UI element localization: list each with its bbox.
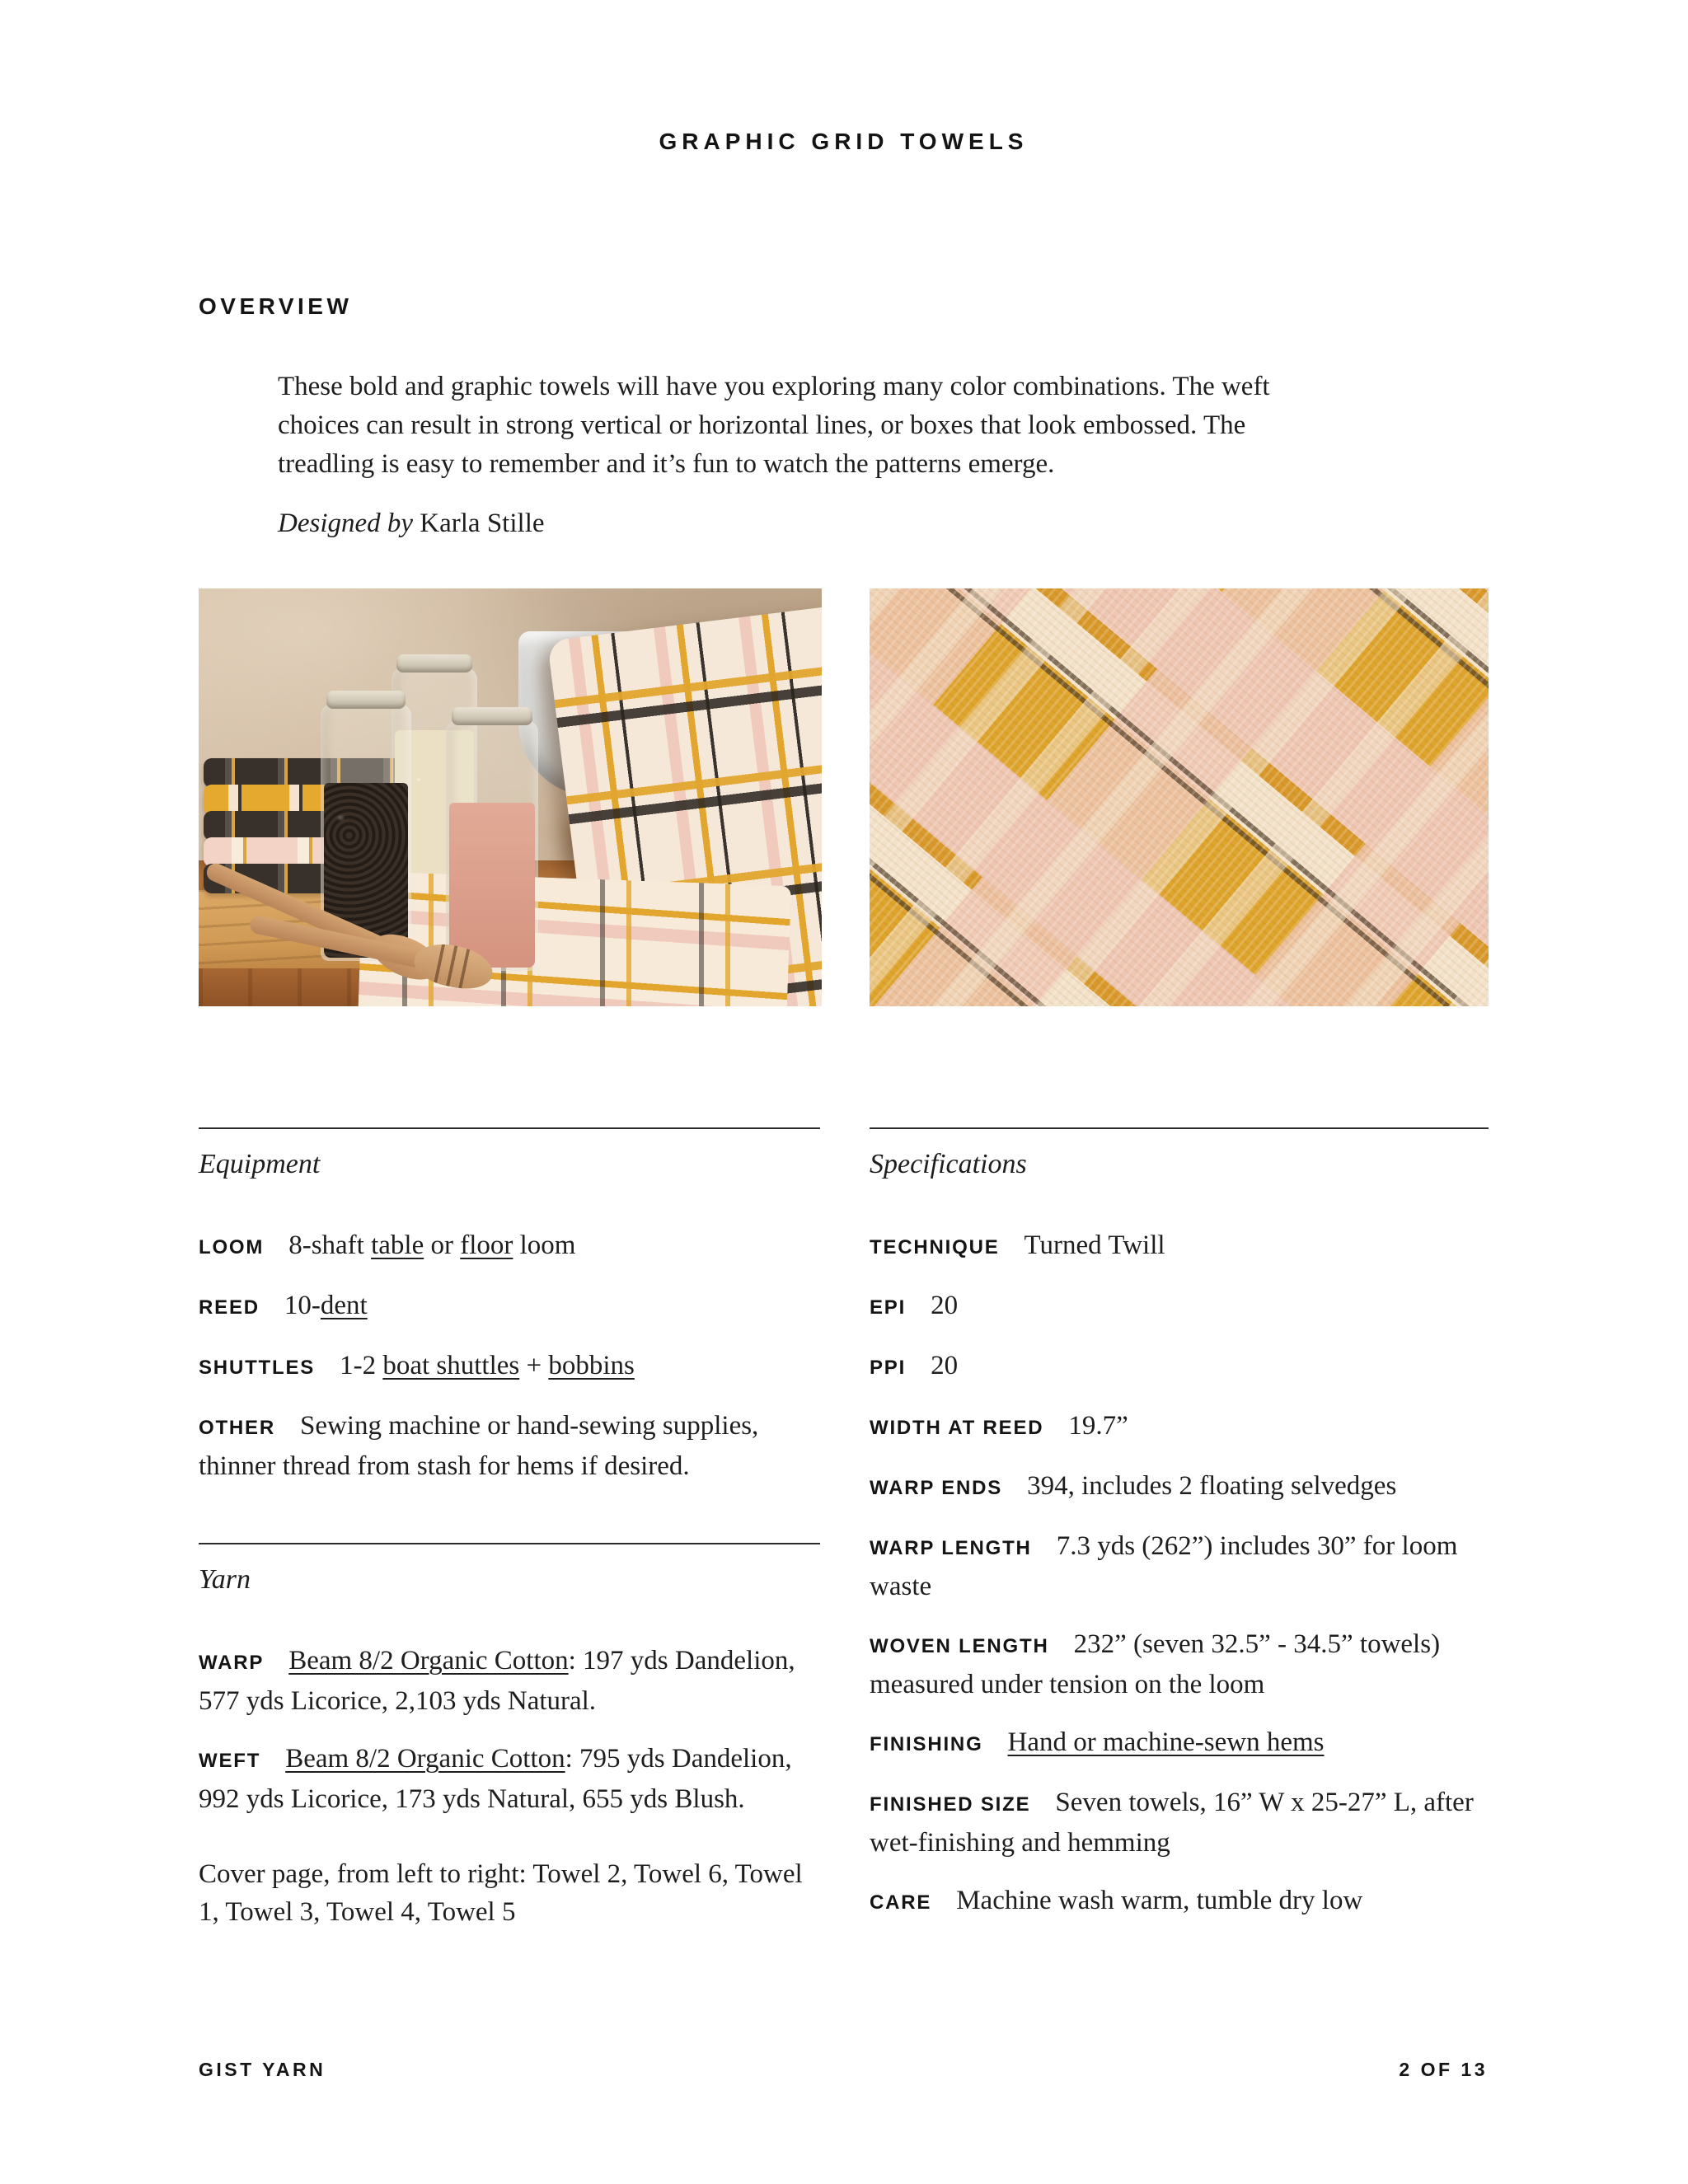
care-label: CARE (870, 1891, 932, 1914)
finished-size-label: FINISHED SIZE (870, 1793, 1031, 1816)
equipment-yarn-column (199, 1127, 820, 1958)
overview-line: choices can result in strong vertical or horizontal lines, or boxes that look embossed. The (278, 410, 1246, 440)
ppi-label: PPI (870, 1357, 907, 1379)
loom-value: 8-shaft (288, 1230, 372, 1260)
section-rule (199, 1543, 820, 1544)
overview-line: These bold and graphic towels will have you exploring many color combinations. The weft (278, 372, 1270, 401)
footer-brand: GIST YARN (199, 2059, 326, 2080)
equipment-shuttles-row (199, 1347, 820, 1387)
equipment-heading: Equipment (199, 1149, 321, 1179)
spec-technique-row (870, 1226, 1489, 1267)
weft-yarn-link[interactable]: Beam 8/2 Organic Cotton (285, 1744, 565, 1774)
woven-length-label: WOVEN LENGTH (870, 1635, 1049, 1657)
reed-value: 10- (284, 1291, 321, 1320)
jar-contents (449, 803, 535, 968)
designed-by (278, 504, 1489, 542)
loom-value: or (424, 1230, 461, 1260)
overview-paragraph (278, 368, 1323, 484)
woven-fabric-closeup-photo (870, 588, 1489, 1006)
technique-label: TECHNIQUE (870, 1236, 1000, 1258)
spec-woven-length-row (870, 1625, 1489, 1704)
warp-ends-label: WARP ENDS (870, 1477, 1003, 1499)
photo-row (199, 588, 1489, 1006)
other-label: OTHER (199, 1417, 275, 1439)
other-value: Sewing machine or hand-sewing supplies, thinner thread from stash for hems if desired. (199, 1411, 759, 1481)
shuttles-label: SHUTTLES (199, 1357, 316, 1379)
warp-yarn-link[interactable]: Beam 8/2 Organic Cotton (288, 1646, 569, 1675)
boat-shuttles-link[interactable]: boat shuttles (382, 1351, 520, 1380)
page-title: GRAPHIC GRID TOWELS (659, 129, 1029, 154)
reed-label: REED (199, 1296, 260, 1319)
warp-length-value: 7.3 yds (262”) includes 30” for loom waste (870, 1531, 1458, 1601)
specifications-heading: Specifications (870, 1149, 1027, 1179)
warp-length-label: WARP LENGTH (870, 1537, 1032, 1559)
jar-lid (326, 691, 406, 709)
spec-epi-row (870, 1286, 1489, 1327)
epi-label: EPI (870, 1296, 907, 1319)
page-footer (199, 2059, 1488, 2081)
spec-finishing-row (870, 1723, 1489, 1764)
epi-value: 20 (931, 1291, 959, 1320)
spec-finished-size-row (870, 1783, 1489, 1862)
table-loom-link[interactable]: table (371, 1230, 424, 1260)
loom-value: loom (513, 1230, 576, 1260)
warp-label: WARP (199, 1652, 265, 1674)
spec-care-row (870, 1882, 1489, 1922)
bobbins-link[interactable]: bobbins (548, 1351, 635, 1380)
warp-value: : 197 yds Dandelion, 577 yds Licorice, 2,103 yds Natural. (199, 1646, 795, 1716)
equipment-loom-row (199, 1226, 820, 1267)
spec-warp-length-row (870, 1527, 1489, 1605)
yarn-heading: Yarn (199, 1564, 251, 1595)
finished-size-value: Seven towels, 16” W x 25-27” L, after wet-finishing and hemming (870, 1788, 1474, 1858)
hems-link[interactable]: Hand or machine-sewn hems (1007, 1727, 1325, 1757)
spec-ppi-row (870, 1347, 1489, 1387)
yarn-warp-row (199, 1642, 820, 1720)
section-rule (199, 1127, 820, 1129)
equipment-other-row (199, 1407, 820, 1485)
width-at-reed-value: 19.7” (1068, 1411, 1128, 1441)
floor-loom-link[interactable]: floor (460, 1230, 513, 1260)
cover-page-note: Cover page, from left to right: Towel 2, Towel 6, Towel 1, Towel 3, Towel 4, Towel 5 (199, 1859, 803, 1927)
woven-length-value: 232” (seven 32.5” - 34.5” towels) measured under tension on the loom (870, 1629, 1441, 1699)
width-at-reed-label: WIDTH AT REED (870, 1417, 1044, 1439)
jar-lid (452, 707, 533, 725)
diagonal-plaid-weave (870, 588, 1489, 1006)
yarn-weft-row (199, 1740, 820, 1818)
technique-value: Turned Twill (1024, 1230, 1165, 1260)
shuttles-value: + (519, 1351, 549, 1380)
overview-line: treadling is easy to remember and it’s fun to watch the patterns emerge. (278, 449, 1055, 479)
care-value: Machine wash warm, tumble dry low (956, 1886, 1363, 1915)
kitchen-still-life-photo (199, 588, 822, 1006)
footer-page-number: 2 OF 13 (1399, 2059, 1488, 2080)
weft-label: WEFT (199, 1750, 261, 1772)
designed-by-label: Designed by (278, 509, 414, 538)
weft-value: : 795 yds Dandelion, 992 yds Licorice, 173 yds Natural, 655 yds Blush. (199, 1744, 792, 1814)
jar-lid (396, 654, 472, 673)
specifications-column (870, 1127, 1489, 1958)
dent-link[interactable]: dent (320, 1291, 368, 1320)
spread-plaid-towel (358, 871, 791, 1006)
finishing-label: FINISHING (870, 1733, 983, 1755)
overview-heading: OVERVIEW (199, 293, 353, 319)
loom-label: LOOM (199, 1236, 265, 1258)
shuttles-value: 1-2 (340, 1351, 383, 1380)
ppi-value: 20 (931, 1351, 959, 1380)
designer-name: Karla Stille (420, 509, 545, 538)
spec-width-at-reed-row (870, 1407, 1489, 1447)
section-rule (870, 1127, 1489, 1129)
jar-of-pink-salt (446, 720, 538, 971)
warp-ends-value: 394, includes 2 floating selvedges (1027, 1471, 1397, 1501)
spec-warp-ends-row (870, 1467, 1489, 1507)
equipment-reed-row (199, 1286, 820, 1327)
details-columns (199, 1127, 1489, 1958)
